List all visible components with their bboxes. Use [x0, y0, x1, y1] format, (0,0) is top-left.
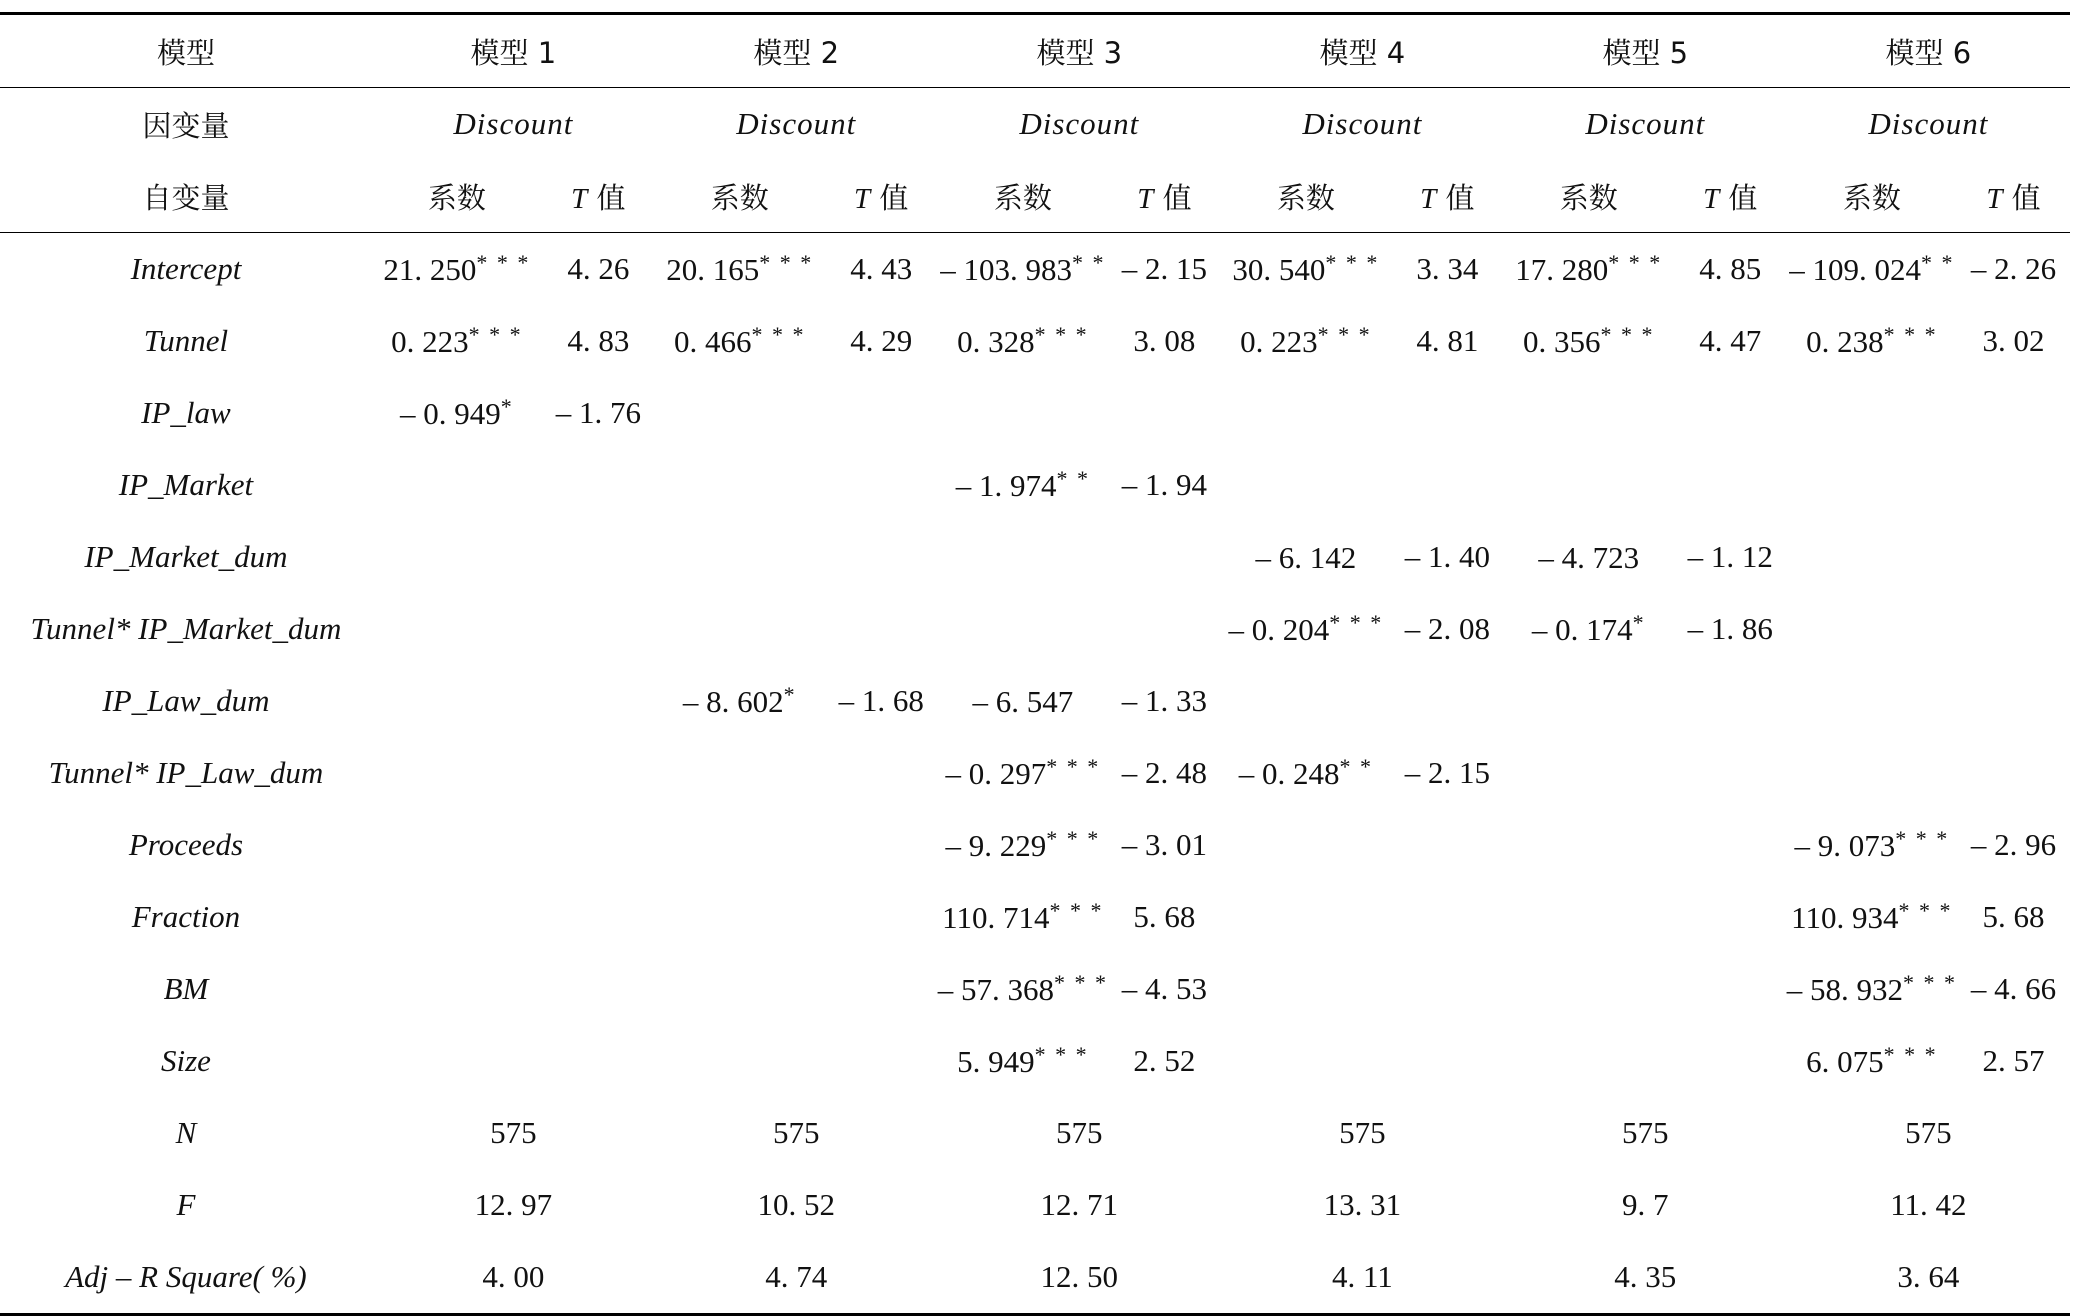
- t-value-cell: [1674, 881, 1787, 953]
- significance-stars: * *: [1920, 250, 1955, 275]
- coefficient-cell: [1787, 593, 1957, 665]
- coef-header: 系数: [993, 180, 1052, 215]
- t-value-header: T 值: [571, 180, 626, 215]
- variable-name: Tunnel* IP_Market_dum: [30, 611, 342, 646]
- coefficient-cell: [372, 881, 542, 953]
- coefficient-value: – 6. 142: [1255, 540, 1357, 575]
- variable-name: Tunnel* IP_Law_dum: [48, 755, 324, 790]
- model-1-header: 模型 1: [372, 14, 655, 88]
- coefficient-cell: [1504, 665, 1674, 737]
- variable-name: IP_Market_dum: [84, 539, 288, 574]
- statistic-name: Adj – R Square( %): [0, 1241, 372, 1315]
- coefficient-value: 17. 280: [1515, 252, 1609, 287]
- significance-stars: * * *: [1034, 1042, 1089, 1067]
- significance-stars: * * *: [1883, 1042, 1938, 1067]
- dependent-value: Discount: [1787, 88, 2070, 161]
- t-value-cell: – 2. 15: [1404, 755, 1490, 790]
- t-value-cell: [1391, 449, 1504, 521]
- t-value-cell: – 1. 94: [1121, 467, 1208, 502]
- significance-stars: * * *: [1049, 898, 1104, 923]
- significance-stars: *: [783, 682, 797, 707]
- coefficient-cell: [1504, 305, 1674, 377]
- coefficient-cell: [1787, 953, 1957, 1025]
- coefficient-cell: [1787, 1025, 1957, 1097]
- table-row: [0, 377, 2070, 449]
- significance-stars: * * *: [1883, 322, 1938, 347]
- coefficient-cell: [1221, 305, 1391, 377]
- coefficient-cell: [372, 377, 542, 449]
- t-value-cell: – 2. 48: [1121, 755, 1208, 790]
- statistic-value: 3. 64: [1787, 1241, 2070, 1315]
- coefficient-cell: [1787, 881, 1957, 953]
- t-value-cell: – 1. 76: [555, 395, 641, 430]
- coefficient-cell: [1221, 1025, 1391, 1097]
- coefficient-cell: [655, 377, 825, 449]
- coefficient-value: 0. 223: [1240, 324, 1318, 359]
- coefficient-value: – 6. 547: [972, 684, 1074, 719]
- variable-name: IP_law: [141, 395, 231, 430]
- t-value-cell: [825, 881, 938, 953]
- significance-stars: * * *: [468, 322, 523, 347]
- coefficient-value: – 9. 229: [945, 828, 1047, 863]
- variable-name: Size: [160, 1043, 211, 1078]
- statistic-name: N: [175, 1115, 197, 1150]
- coefficient-value: – 0. 204: [1228, 612, 1330, 647]
- coefficient-value: 5. 949: [957, 1044, 1035, 1079]
- t-value-cell: [1957, 593, 2070, 665]
- coefficient-value: – 0. 297: [945, 756, 1047, 791]
- t-value-cell: – 1. 86: [1687, 611, 1773, 646]
- coefficient-cell: [938, 305, 1108, 377]
- coefficient-cell: [655, 305, 825, 377]
- t-value-cell: [542, 953, 655, 1025]
- variable-name: BM: [163, 971, 209, 1006]
- t-value-cell: – 2. 08: [1404, 611, 1490, 646]
- coefficient-value: 110. 714: [942, 900, 1050, 935]
- t-value-cell: [1957, 737, 2070, 809]
- coefficient-cell: [1504, 593, 1674, 665]
- t-value-cell: [1108, 521, 1221, 593]
- coef-header: 系数: [1842, 180, 1901, 215]
- t-value-cell: [1674, 449, 1787, 521]
- coefficient-cell: [1787, 449, 1957, 521]
- statistic-value: 4. 74: [655, 1241, 938, 1315]
- coefficient-cell: [1221, 665, 1391, 737]
- coefficient-cell: [372, 953, 542, 1025]
- coefficient-cell: [1221, 377, 1391, 449]
- table-row: [0, 737, 2070, 809]
- t-value-cell: 4. 26: [542, 233, 655, 306]
- t-value-cell: [1957, 521, 2070, 593]
- model-6-header: 模型 6: [1787, 14, 2070, 88]
- t-value-cell: – 4. 66: [1970, 971, 2057, 1006]
- coefficient-cell: [938, 665, 1108, 737]
- coefficient-cell: [655, 521, 825, 593]
- coefficient-cell: [1504, 881, 1674, 953]
- statistic-value: 12. 71: [1040, 1187, 1119, 1222]
- t-value-cell: [825, 953, 938, 1025]
- coef-header: 系数: [1276, 180, 1335, 215]
- t-value-cell: [542, 881, 655, 953]
- significance-stars: * * *: [1325, 250, 1380, 275]
- coefficient-cell: [655, 233, 825, 306]
- model-2-header: 模型 2: [655, 14, 938, 88]
- coefficient-cell: [938, 953, 1108, 1025]
- coefficient-value: 110. 934: [1791, 900, 1899, 935]
- significance-stars: * * *: [1329, 610, 1384, 635]
- t-value-cell: [825, 449, 938, 521]
- statistic-name: F: [176, 1187, 196, 1222]
- t-value-cell: [825, 737, 938, 809]
- coefficient-cell: [1787, 665, 1957, 737]
- t-value-cell: [1391, 953, 1504, 1025]
- coefficient-value: – 103. 983: [940, 252, 1072, 287]
- t-value-cell: – 1. 12: [1687, 539, 1773, 574]
- coefficient-cell: [372, 1025, 542, 1097]
- dependent-value: Discount: [1504, 88, 1787, 161]
- coefficient-cell: [372, 449, 542, 521]
- dependent-value: Discount: [938, 88, 1221, 161]
- coefficient-cell: [372, 809, 542, 881]
- model-4-header: 模型 4: [1221, 14, 1504, 88]
- significance-stars: * * *: [1046, 826, 1101, 851]
- t-value-cell: – 2. 96: [1970, 827, 2057, 862]
- t-value-cell: [825, 1025, 938, 1097]
- t-value-cell: – 4. 53: [1121, 971, 1208, 1006]
- coefficient-cell: [1787, 377, 1957, 449]
- significance-stars: * * *: [1895, 826, 1950, 851]
- statistic-value: 13. 31: [1323, 1187, 1402, 1222]
- statistic-value: 575: [1056, 1115, 1103, 1150]
- dependent-value: Discount: [1221, 88, 1504, 161]
- t-value-cell: [1674, 1025, 1787, 1097]
- coefficient-cell: [1787, 809, 1957, 881]
- coefficient-cell: [655, 881, 825, 953]
- significance-stars: * * *: [476, 250, 531, 275]
- coefficient-cell: [372, 593, 542, 665]
- t-value-cell: 4. 29: [850, 323, 913, 358]
- t-value-cell: [542, 1025, 655, 1097]
- significance-stars: * * *: [751, 322, 806, 347]
- summary-row: [0, 1169, 2070, 1241]
- coefficient-value: – 4. 723: [1538, 540, 1640, 575]
- coefficient-cell: [1504, 449, 1674, 521]
- statistic-value: 575: [490, 1115, 537, 1150]
- table-row: [0, 1025, 2070, 1097]
- t-value-cell: [1674, 737, 1787, 809]
- t-value-cell: 3. 02: [1982, 323, 2045, 358]
- dependent-value: Discount: [372, 88, 655, 161]
- t-value-header: T 值: [1420, 180, 1475, 215]
- t-value-cell: [1674, 809, 1787, 881]
- t-value-cell: [1957, 377, 2070, 449]
- coefficient-cell: [938, 881, 1108, 953]
- coefficient-cell: [655, 737, 825, 809]
- coefficient-cell: [1787, 521, 1957, 593]
- coefficient-value: 0. 328: [957, 324, 1035, 359]
- coefficient-cell: [938, 449, 1108, 521]
- coefficient-cell: [938, 233, 1108, 306]
- coefficient-cell: [1221, 881, 1391, 953]
- t-value-cell: – 1. 33: [1121, 683, 1208, 718]
- variable-name: IP_Law_dum: [102, 683, 270, 718]
- t-value-header: T 值: [854, 180, 909, 215]
- model-5-header: 模型 5: [1504, 14, 1787, 88]
- coefficient-value: 0. 223: [391, 324, 469, 359]
- t-value-cell: 4. 83: [567, 323, 630, 358]
- significance-stars: * * *: [1600, 322, 1655, 347]
- statistic-value: 4. 00: [372, 1241, 655, 1315]
- variable-name: Fraction: [131, 899, 241, 934]
- coefficient-cell: [1504, 737, 1674, 809]
- significance-stars: * * *: [1608, 250, 1663, 275]
- table-row: [0, 593, 2070, 665]
- coefficient-value: 6. 075: [1806, 1044, 1884, 1079]
- coefficient-cell: [1221, 233, 1391, 306]
- coef-header: 系数: [710, 180, 769, 215]
- header-row-dependent: [0, 88, 2070, 161]
- coefficient-cell: [1221, 521, 1391, 593]
- coefficient-cell: [1221, 809, 1391, 881]
- coefficient-value: – 58. 932: [1786, 972, 1903, 1007]
- statistic-value: 9. 7: [1622, 1187, 1669, 1222]
- coefficient-value: – 8. 602: [682, 684, 784, 719]
- t-value-cell: [1391, 881, 1504, 953]
- t-value-cell: [825, 809, 938, 881]
- statistic-value: 4. 35: [1504, 1241, 1787, 1315]
- t-value-cell: [1957, 449, 2070, 521]
- coefficient-value: 21. 250: [383, 252, 477, 287]
- coefficient-cell: [372, 521, 542, 593]
- coefficient-cell: [1221, 953, 1391, 1025]
- coefficient-value: 0. 466: [674, 324, 752, 359]
- variable-name: Proceeds: [128, 827, 244, 862]
- t-value-cell: [1674, 953, 1787, 1025]
- coefficient-cell: [1221, 737, 1391, 809]
- t-value-cell: 2. 57: [1982, 1043, 2045, 1078]
- t-value-cell: 4. 85: [1674, 233, 1787, 306]
- table-row: [0, 881, 2070, 953]
- t-value-cell: [825, 521, 938, 593]
- summary-row: [0, 1097, 2070, 1169]
- coefficient-value: 0. 356: [1523, 324, 1601, 359]
- significance-stars: * * *: [759, 250, 814, 275]
- independent-label: 自变量: [142, 180, 230, 215]
- variable-name: IP_Market: [118, 467, 254, 502]
- coefficient-cell: [1787, 233, 1957, 306]
- coefficient-cell: [655, 953, 825, 1025]
- coefficient-cell: [372, 305, 542, 377]
- t-value-cell: [825, 593, 938, 665]
- coefficient-cell: [1504, 953, 1674, 1025]
- dependent-label: 因变量: [0, 88, 372, 161]
- coef-header: 系数: [1559, 180, 1618, 215]
- t-value-header: T 值: [1703, 180, 1758, 215]
- t-value-cell: [542, 665, 655, 737]
- coefficient-cell: [655, 593, 825, 665]
- t-value-cell: 5. 68: [1133, 899, 1196, 934]
- t-value-cell: [1391, 665, 1504, 737]
- coefficient-cell: [655, 809, 825, 881]
- t-value-cell: [1957, 665, 2070, 737]
- coef-header: 系数: [427, 180, 486, 215]
- coefficient-cell: [1504, 1025, 1674, 1097]
- coefficient-value: – 0. 248: [1238, 756, 1340, 791]
- coefficient-value: – 0. 174: [1531, 612, 1633, 647]
- statistic-value: 575: [1905, 1115, 1952, 1150]
- t-value-cell: – 2. 26: [1957, 233, 2070, 306]
- coefficient-cell: [372, 737, 542, 809]
- coefficient-value: – 0. 949: [399, 396, 501, 431]
- significance-stars: * *: [1071, 250, 1106, 275]
- t-value-cell: [1674, 665, 1787, 737]
- t-value-cell: [542, 809, 655, 881]
- header-row-models: [0, 14, 2070, 88]
- coefficient-value: – 1. 974: [955, 468, 1057, 503]
- coefficient-value: 0. 238: [1806, 324, 1884, 359]
- coefficient-cell: [1221, 449, 1391, 521]
- t-value-cell: – 3. 01: [1121, 827, 1208, 862]
- coefficient-cell: [655, 1025, 825, 1097]
- header-row-independent: [0, 160, 2070, 233]
- statistic-value: 10. 52: [757, 1187, 835, 1222]
- significance-stars: * * *: [1902, 970, 1957, 995]
- coefficient-cell: [1504, 521, 1674, 593]
- coefficient-cell: [1221, 593, 1391, 665]
- table-row: [0, 809, 2070, 881]
- coefficient-cell: [938, 809, 1108, 881]
- significance-stars: * * *: [1317, 322, 1372, 347]
- t-value-cell: [542, 521, 655, 593]
- t-value-cell: 3. 34: [1391, 233, 1504, 306]
- t-value-cell: 4. 43: [825, 233, 938, 306]
- coefficient-value: 30. 540: [1232, 252, 1326, 287]
- coefficient-cell: [655, 449, 825, 521]
- coefficient-cell: [938, 593, 1108, 665]
- table-row: [0, 449, 2070, 521]
- t-value-cell: – 1. 68: [838, 683, 924, 718]
- t-value-cell: [542, 737, 655, 809]
- t-value-cell: [542, 449, 655, 521]
- t-value-cell: 4. 47: [1699, 323, 1762, 358]
- t-value-cell: 3. 08: [1133, 323, 1196, 358]
- significance-stars: * * *: [1898, 898, 1953, 923]
- t-value-cell: [1391, 1025, 1504, 1097]
- table-row: [0, 521, 2070, 593]
- coefficient-cell: [1787, 305, 1957, 377]
- t-value-cell: [1391, 809, 1504, 881]
- coefficient-cell: [938, 1025, 1108, 1097]
- table-row: [0, 665, 2070, 737]
- t-value-cell: 2. 52: [1133, 1043, 1196, 1078]
- t-value-cell: [1674, 377, 1787, 449]
- statistic-value: 12. 97: [474, 1187, 553, 1222]
- statistic-value: 575: [1339, 1115, 1386, 1150]
- model-label: 模型: [0, 14, 372, 88]
- model-3-header: 模型 3: [938, 14, 1221, 88]
- statistic-value: 575: [1622, 1115, 1669, 1150]
- coefficient-cell: [938, 377, 1108, 449]
- significance-stars: * *: [1339, 754, 1374, 779]
- t-value-cell: 5. 68: [1982, 899, 2045, 934]
- coefficient-value: – 9. 073: [1794, 828, 1896, 863]
- significance-stars: * * *: [1046, 754, 1101, 779]
- coefficient-cell: [938, 521, 1108, 593]
- t-value-header: T 值: [1137, 180, 1192, 215]
- t-value-cell: [542, 593, 655, 665]
- statistic-value: 4. 11: [1221, 1241, 1504, 1315]
- coefficient-cell: [655, 665, 825, 737]
- coefficient-cell: [1504, 377, 1674, 449]
- t-value-cell: [1108, 377, 1221, 449]
- coefficient-cell: [1787, 737, 1957, 809]
- t-value-cell: – 1. 40: [1404, 539, 1490, 574]
- table-row: [0, 305, 2070, 377]
- t-value-cell: [1108, 593, 1221, 665]
- coefficient-value: – 57. 368: [937, 972, 1054, 1007]
- table-row: [0, 233, 2070, 306]
- t-value-cell: [1391, 377, 1504, 449]
- coefficient-value: – 109. 024: [1789, 252, 1921, 287]
- coefficient-cell: [372, 233, 542, 306]
- variable-name: Tunnel: [143, 323, 229, 358]
- significance-stars: * *: [1056, 466, 1090, 491]
- coefficient-cell: [938, 737, 1108, 809]
- significance-stars: * * *: [1053, 970, 1108, 995]
- t-value-header: T 值: [1986, 180, 2041, 215]
- t-value-cell: 4. 81: [1416, 323, 1479, 358]
- variable-name: Intercept: [0, 233, 372, 306]
- statistic-value: 11. 42: [1890, 1187, 1967, 1222]
- significance-stars: *: [1632, 610, 1646, 635]
- coefficient-cell: [1504, 233, 1674, 306]
- statistic-value: 12. 50: [938, 1241, 1221, 1315]
- summary-row: [0, 1241, 2070, 1315]
- significance-stars: *: [500, 394, 514, 419]
- t-value-cell: – 2. 15: [1108, 233, 1221, 306]
- regression-table: [0, 12, 2070, 1316]
- t-value-cell: [825, 377, 938, 449]
- dependent-value: Discount: [655, 88, 938, 161]
- coefficient-cell: [372, 665, 542, 737]
- table-row: [0, 953, 2070, 1025]
- significance-stars: * * *: [1034, 322, 1089, 347]
- coefficient-cell: [1504, 809, 1674, 881]
- statistic-value: 575: [773, 1115, 820, 1150]
- coefficient-value: 20. 165: [666, 252, 760, 287]
